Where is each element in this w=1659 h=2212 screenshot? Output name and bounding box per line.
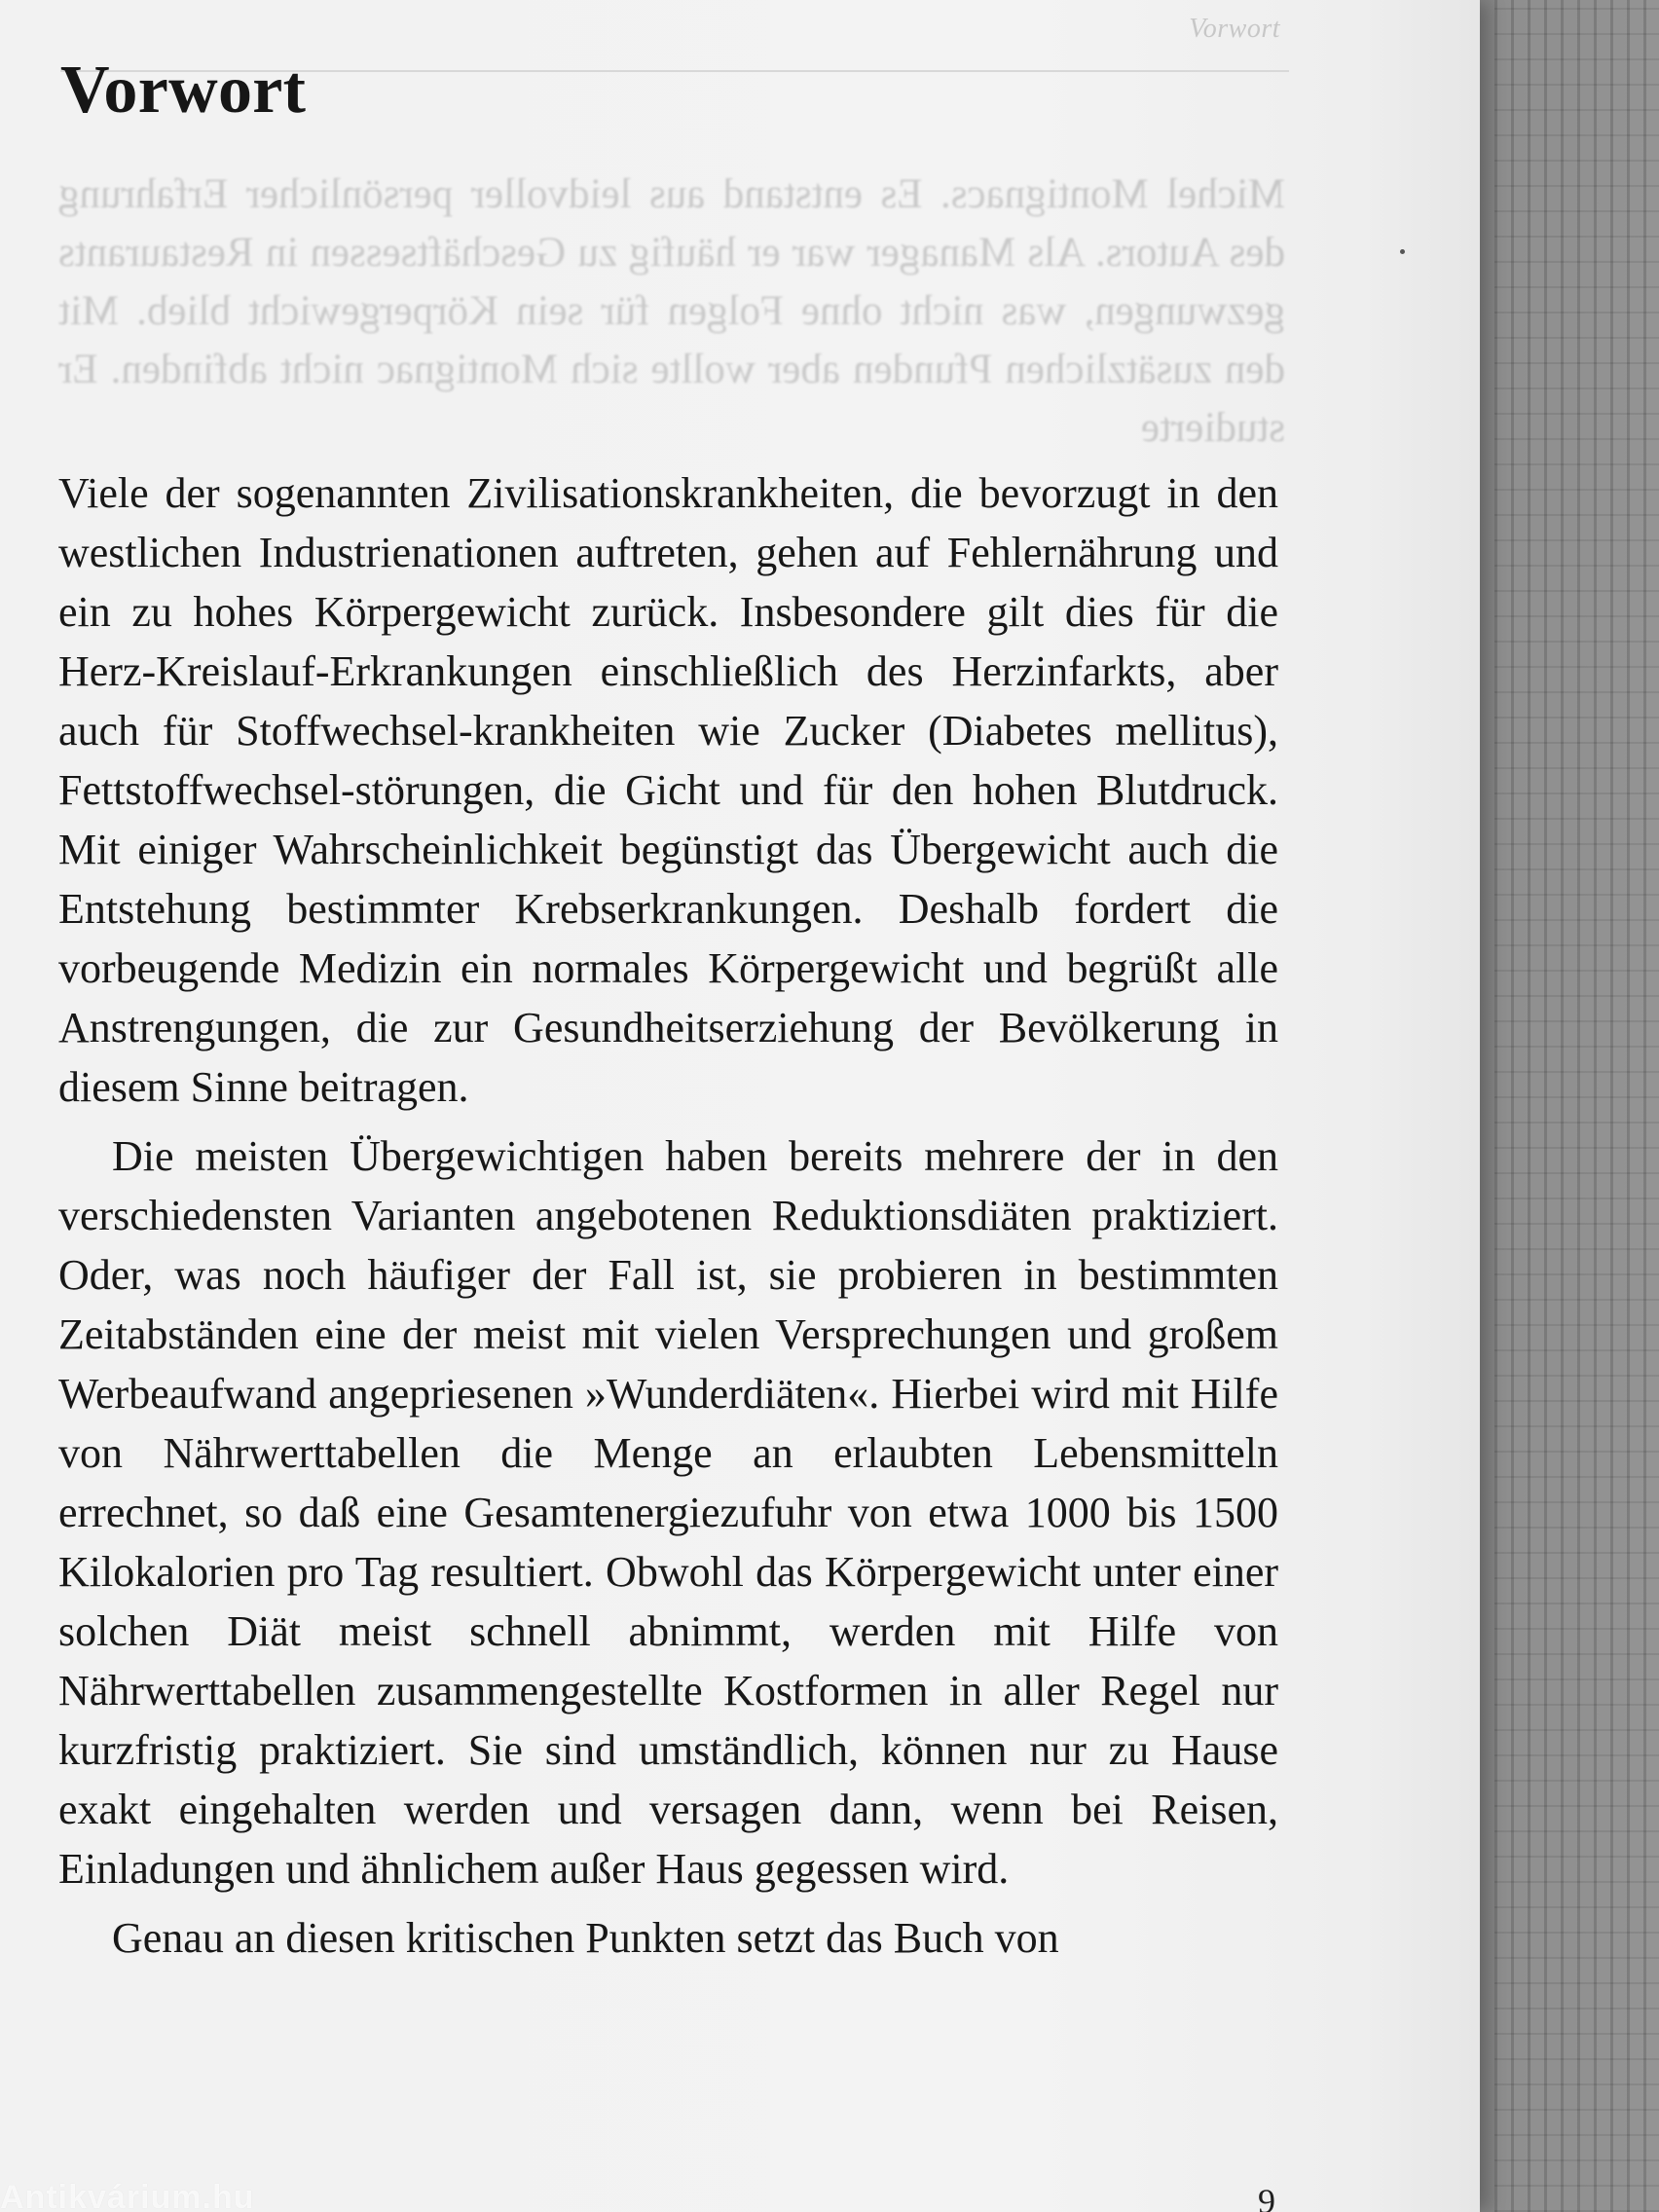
paragraph-1: Viele der sogenannten Zivilisationskrankheiten, die bevorzugt in den westlichen Industrienationen auftreten, gehen auf Fehlernährung und ein zu hohes Körpergewicht zurück. Insbesondere gilt dies für die Herz-Kreislauf-Erkrankungen einschließlich des Herzinfarkts, aber auch für Stoffwechsel-krankheiten wie Zucker (Diabetes mellitus), Fettstoffwechsel-störungen, die Gicht und für den hohen Blutdruck. Mit einiger Wahrscheinlichkeit begünstigt das Übergewicht auch die Entstehung bestimmter Krebserkrankungen. Deshalb fordert die vorbeugende Medizin ein normales Körpergewicht und begrüßt alle Anstrengungen, die zur Gesundheitserziehung der Bevölkerung in diesem Sinne beitragen. xyxy=(58,469,1278,1111)
bleedthrough-text: Michel Montignacs. Es entstand aus leidvoller persönlicher Erfahrung des Autors. Als Manager war er häufig zu Geschäftsessen in Restaurants gezwungen, was nicht ohne Folgen für sein Körpergewicht blieb. Mit den zusätzlichen Pfunden aber wollte sich Montignac nicht abfinden. Er studierte xyxy=(58,171,1285,451)
paragraph-3: Genau an diesen kritischen Punkten setzt das Buch von xyxy=(112,1914,1059,1962)
background-texture xyxy=(1494,0,1659,2212)
body-text xyxy=(58,463,1278,1977)
watermark-text: Antikvárium.hu xyxy=(0,2179,255,2212)
paper-dot xyxy=(1400,249,1405,254)
running-head: Vorwort xyxy=(1189,14,1280,44)
page-title: Vorwort xyxy=(60,53,307,128)
page-number: 9 xyxy=(1258,2182,1275,2212)
paragraph-2: Die meisten Übergewichtigen haben bereits mehrere der in den verschiedensten Varianten angebotenen Reduktionsdiäten praktiziert. Oder, was noch häufiger der Fall ist, sie probieren in bestimmten Zeitabständen eine der meist mit vielen Versprechungen und großem Werbeaufwand angepriesenen »Wunderdiäten«. Hierbei wird mit Hilfe von Nährwerttabellen die Menge an erlaubten Lebensmitteln errechnet, so daß eine Gesamtenergiezufuhr von etwa 1000 bis 1500 Kilokalorien pro Tag resultiert. Obwohl das Körpergewicht unter einer solchen Diät meist schnell abnimmt, werden mit Hilfe von Nährwerttabellen zusammengestellte Kostformen in aller Regel nur kurzfristig praktiziert. Sie sind umständlich, können nur zu Hause exakt eingehalten werden und versagen dann, wenn bei Reisen, Einladungen und ähnlichem außer Haus gegessen wird. xyxy=(58,1132,1278,1893)
